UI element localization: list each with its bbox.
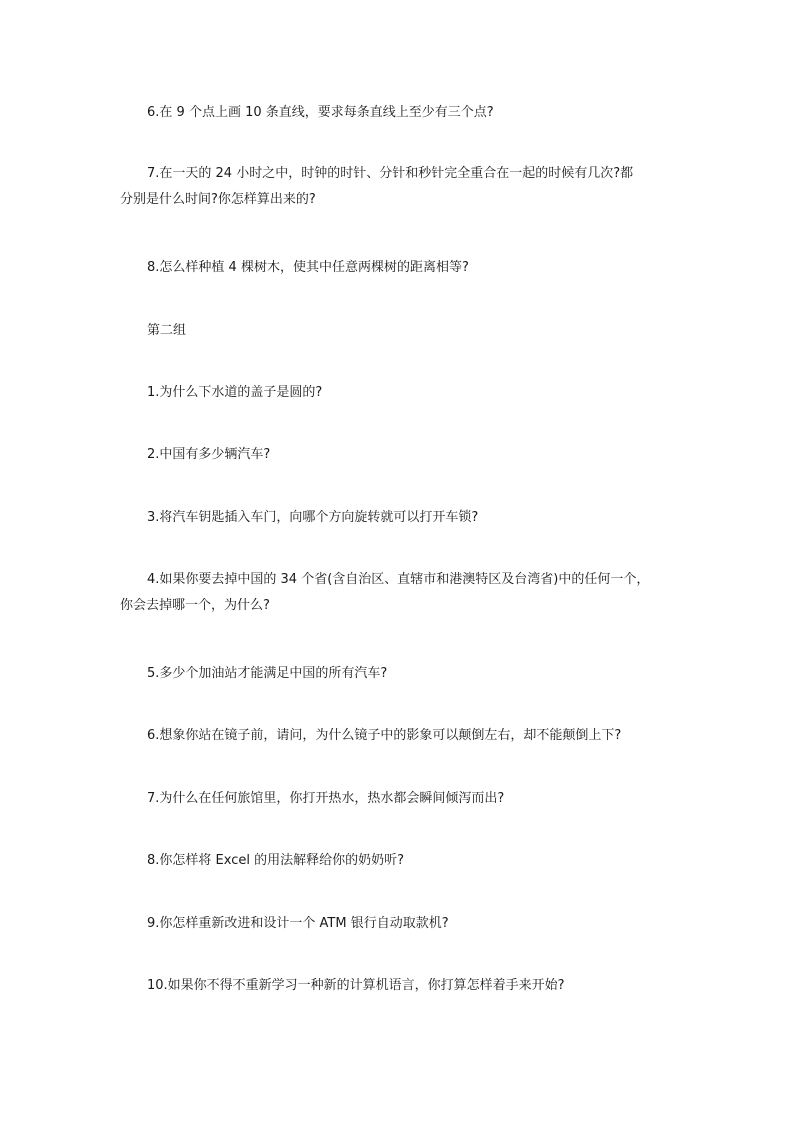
question-7-clock-hands (120, 161, 680, 213)
section-title: 第二组 (147, 323, 187, 338)
question-1-manhole-cover (120, 380, 680, 406)
paragraph-line: 3.将汽车钥匙插入车门，向哪个方向旋转就可以打开车锁? (147, 510, 479, 525)
paragraph-line: 8.你怎样将 Excel 的用法解释给你的奶奶听? (147, 853, 405, 868)
question-10-new-language (120, 973, 680, 999)
question-6-mirror (120, 723, 680, 749)
paragraph-line: 6.在 9 个点上画 10 条直线，要求每条直线上至少有三个点? (147, 105, 494, 120)
paragraph-line: 4.如果你要去掉中国的 34 个省(含自治区、直辖市和港澳特区及台湾省)中的任何一个， (147, 572, 650, 587)
question-6-nine-points (120, 100, 680, 126)
paragraph-line: 9.你怎样重新改进和设计一个 ATM 银行自动取款机? (147, 916, 449, 931)
paragraph-line: 7.在一天的 24 小时之中，时钟的时针、分针和秒针完全重合在一起的时候有几次?都 (147, 166, 634, 181)
question-5-gas-stations (120, 661, 680, 687)
paragraph-line: 2.中国有多少辆汽车? (147, 447, 271, 462)
question-3-car-key (120, 505, 680, 531)
paragraph-line: 你会去掉哪一个，为什么? (120, 598, 270, 613)
paragraph-line: 6.想象你站在镜子前，请问，为什么镜子中的影象可以颠倒左右，却不能颠倒上下? (147, 728, 622, 743)
section-heading-group-two (120, 318, 680, 344)
question-4-provinces (120, 567, 680, 619)
paragraph-line: 10.如果你不得不重新学习一种新的计算机语言，你打算怎样着手来开始? (147, 978, 565, 993)
paragraph-line: 分别是什么时间?你怎样算出来的? (120, 192, 316, 207)
paragraph-line: 1.为什么下水道的盖子是圆的? (147, 385, 323, 400)
question-2-car-count (120, 442, 680, 468)
paragraph-line: 7.为什么在任何旅馆里，你打开热水，热水都会瞬间倾泻而出? (147, 791, 505, 806)
question-8-four-trees (120, 255, 680, 281)
question-9-atm-design (120, 911, 680, 937)
question-7-hot-water (120, 786, 680, 812)
paragraph-line: 8.怎么样种植 4 棵树木，使其中任意两棵树的距离相等? (147, 260, 469, 275)
question-8-excel-grandma (120, 848, 680, 874)
paragraph-line: 5.多少个加油站才能满足中国的所有汽车? (147, 666, 388, 681)
